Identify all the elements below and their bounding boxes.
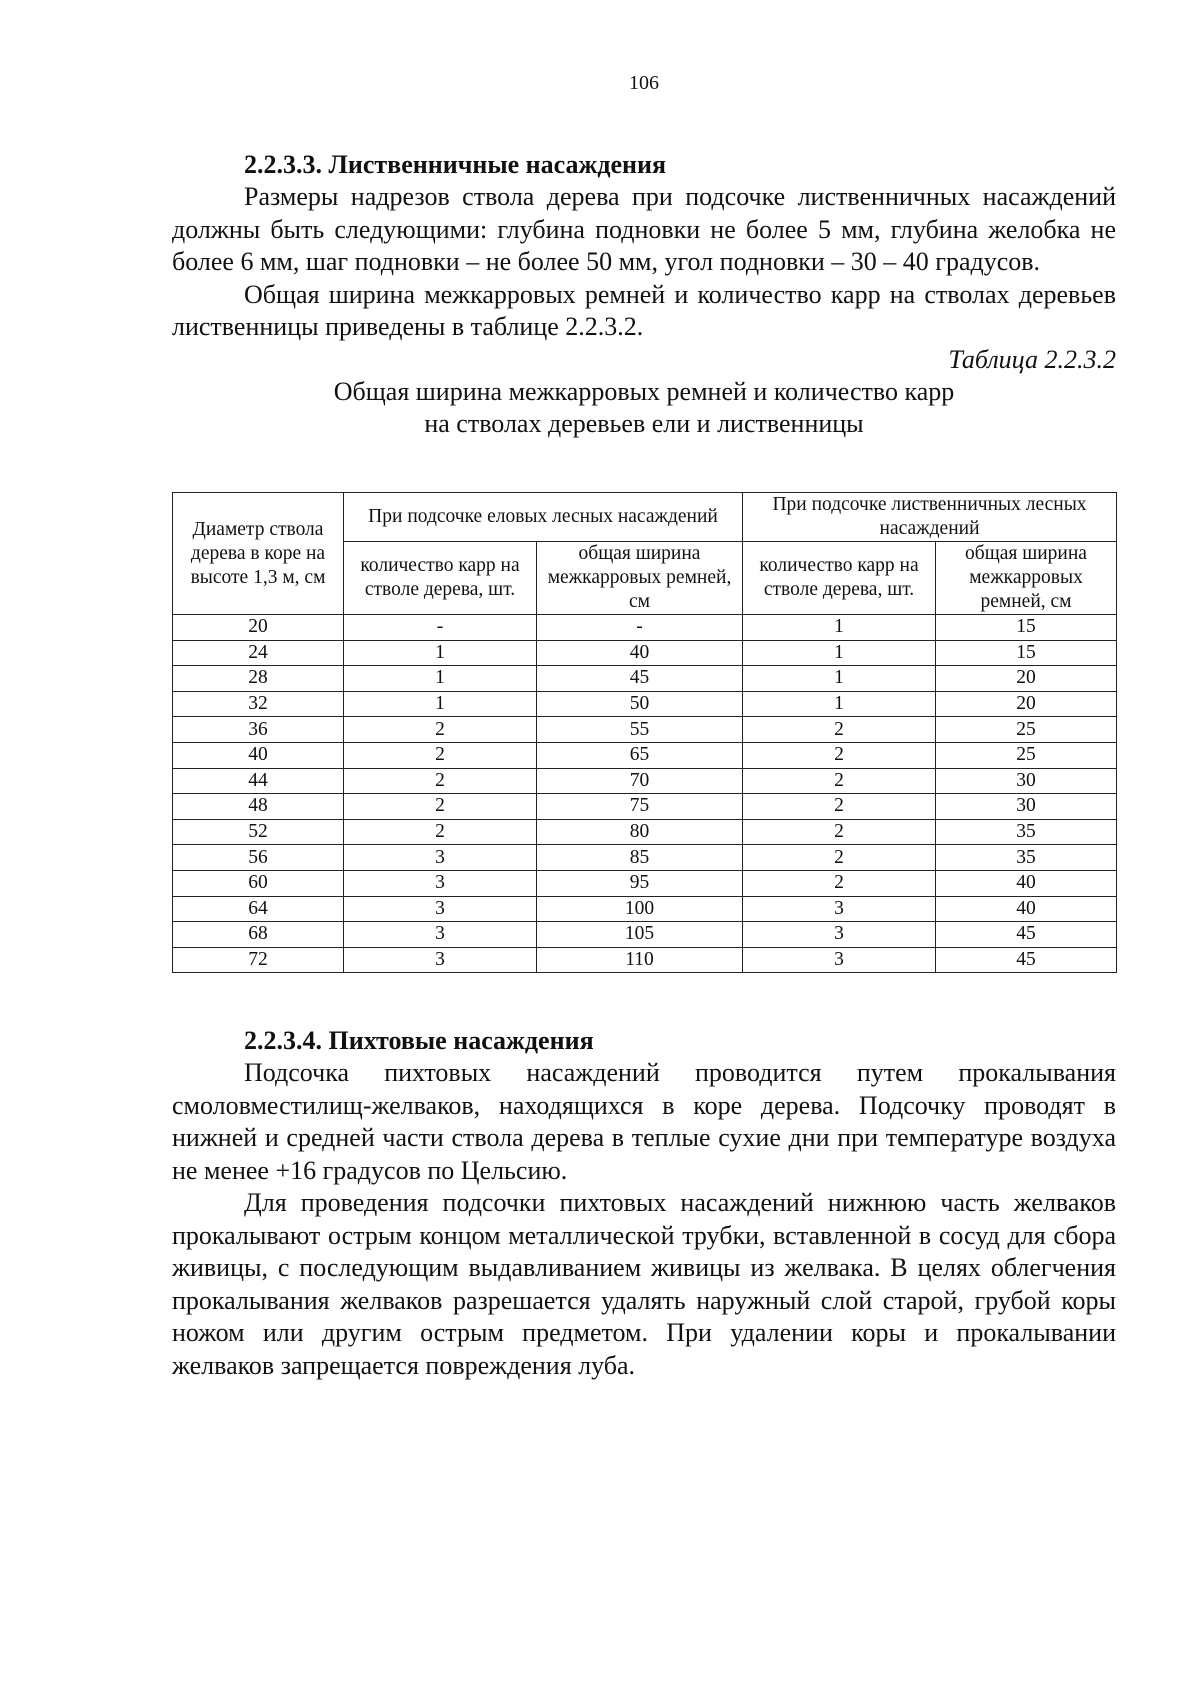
cell-diameter: 48 (173, 794, 344, 820)
cell-spruce-width: 45 (537, 666, 743, 692)
cell-diameter: 68 (173, 922, 344, 948)
cell-larch-count: 2 (743, 768, 936, 794)
cell-spruce-width: 55 (537, 717, 743, 743)
cell-spruce-width: 50 (537, 691, 743, 717)
cell-spruce-width: 40 (537, 640, 743, 666)
cell-spruce-width: - (537, 615, 743, 641)
cell-spruce-count: 2 (344, 794, 537, 820)
cell-diameter: 32 (173, 691, 344, 717)
paragraph: Для проведения подсочки пихтовых насаждений нижнюю часть желваков прокалывают острым концом металлической трубки, вставленной в сосуд для сбора живицы, с последующим выдавливанием живицы из желвака. В целях облегчения прокалывания желваков разрешается удалять наружный слой старой, грубой коры ножом или другим острым предметом. При удалении коры и прокалывании желваков запрещается повреждения луба. (172, 1188, 1116, 1380)
cell-larch-count: 2 (743, 717, 936, 743)
data-table (172, 492, 1117, 973)
cell-diameter: 60 (173, 870, 344, 896)
cell-spruce-count: 3 (344, 922, 537, 948)
cell-larch-width: 20 (936, 666, 1117, 692)
cell-diameter: 44 (173, 768, 344, 794)
cell-larch-width: 40 (936, 896, 1117, 922)
cell-spruce-count: 2 (344, 742, 537, 768)
cell-diameter: 56 (173, 845, 344, 871)
table-row (173, 870, 1117, 896)
table-row (173, 717, 1117, 743)
table-label: Таблица 2.2.3.2 (948, 344, 1116, 374)
table-body (173, 615, 1117, 973)
table-header-row (173, 493, 1117, 542)
header-spruce-count: количество карр на стволе дерева, шт. (344, 542, 537, 615)
table-row (173, 768, 1117, 794)
section-heading: 2.2.3.3. Лиственничные насаждения (244, 150, 667, 179)
cell-diameter: 24 (173, 640, 344, 666)
header-group-spruce: При подсочке еловых лесных насаждений (344, 493, 743, 542)
table-row (173, 947, 1117, 973)
cell-spruce-width: 65 (537, 742, 743, 768)
cell-larch-width: 35 (936, 819, 1117, 845)
paragraph: Подсочка пихтовых насаждений проводится путем прокалывания смоловместилищ-желваков, находящихся в коре дерева. Подсочку проводят в нижней и средней части ствола дерева в теплые сухие дни при температуре воздуха не менее +16 градусов по Цельсию. (172, 1058, 1116, 1185)
table-row (173, 896, 1117, 922)
paragraph: Общая ширина межкарровых ремней и количество карр на стволах деревьев лиственницы приведены в таблице 2.2.3.2. (172, 279, 1116, 341)
cell-larch-count: 2 (743, 794, 936, 820)
cell-spruce-count: 1 (344, 666, 537, 692)
cell-larch-count: 3 (743, 947, 936, 973)
cell-larch-count: 3 (743, 922, 936, 948)
cell-spruce-count: 3 (344, 947, 537, 973)
cell-larch-width: 45 (936, 922, 1117, 948)
table-row (173, 845, 1117, 871)
cell-spruce-count: 3 (344, 896, 537, 922)
table-row (173, 819, 1117, 845)
cell-diameter: 52 (173, 819, 344, 845)
cell-spruce-width: 85 (537, 845, 743, 871)
cell-spruce-width: 100 (537, 896, 743, 922)
cell-larch-width: 40 (936, 870, 1117, 896)
cell-spruce-width: 95 (537, 870, 743, 896)
table-caption: на стволах деревьев ели и лиственницы (424, 408, 864, 438)
cell-larch-count: 1 (743, 615, 936, 641)
cell-larch-count: 1 (743, 691, 936, 717)
cell-diameter: 64 (173, 896, 344, 922)
cell-spruce-count: 3 (344, 845, 537, 871)
section-larch (172, 149, 1116, 440)
paragraph: Размеры надрезов ствола дерева при подсочке лиственничных насаждений должны быть следующими: глубина подновки не более 5 мм, глубина желобка не более 6 мм, шаг подновки – не более 50 мм, угол подновки – 30 – 40 градусов. (172, 182, 1116, 276)
header-larch-count: количество карр на стволе дерева, шт. (743, 542, 936, 615)
table-caption: Общая ширина межкарровых ремней и количество карр (333, 376, 955, 406)
cell-larch-width: 20 (936, 691, 1117, 717)
header-diameter: Диаметр ствола дерева в коре на высоте 1,3 м, см (173, 493, 344, 615)
table-row (173, 922, 1117, 948)
cell-larch-width: 15 (936, 615, 1117, 641)
cell-spruce-width: 70 (537, 768, 743, 794)
cell-larch-count: 2 (743, 870, 936, 896)
cell-larch-count: 2 (743, 819, 936, 845)
header-spruce-width: общая ширина межкарровых ремней, см (537, 542, 743, 615)
cell-spruce-count: 1 (344, 640, 537, 666)
cell-spruce-count: 2 (344, 819, 537, 845)
section-heading: 2.2.3.4. Пихтовые насаждения (244, 1026, 594, 1055)
cell-spruce-width: 105 (537, 922, 743, 948)
cell-spruce-count: 3 (344, 870, 537, 896)
cell-spruce-count: 1 (344, 691, 537, 717)
header-group-larch: При подсочке лиственничных лесных насаждений (743, 493, 1117, 542)
cell-diameter: 40 (173, 742, 344, 768)
cell-larch-width: 35 (936, 845, 1117, 871)
cell-spruce-count: - (344, 615, 537, 641)
cell-larch-width: 15 (936, 640, 1117, 666)
header-larch-width: общая ширина межкарровых ремней, см (936, 542, 1117, 615)
cell-larch-count: 1 (743, 640, 936, 666)
table-row (173, 691, 1117, 717)
cell-spruce-count: 2 (344, 768, 537, 794)
cell-diameter: 20 (173, 615, 344, 641)
cell-spruce-width: 110 (537, 947, 743, 973)
cell-spruce-width: 80 (537, 819, 743, 845)
cell-spruce-width: 75 (537, 794, 743, 820)
cell-larch-width: 25 (936, 717, 1117, 743)
cell-larch-count: 1 (743, 666, 936, 692)
page-number: 106 (629, 72, 659, 94)
cell-larch-count: 2 (743, 845, 936, 871)
cell-larch-count: 2 (743, 742, 936, 768)
table-row (173, 615, 1117, 641)
table-row (173, 640, 1117, 666)
table-row (173, 666, 1117, 692)
cell-spruce-count: 2 (344, 717, 537, 743)
section-fir (172, 1025, 1116, 1382)
table-container (172, 492, 1116, 973)
cell-larch-count: 3 (743, 896, 936, 922)
cell-diameter: 72 (173, 947, 344, 973)
cell-diameter: 28 (173, 666, 344, 692)
cell-diameter: 36 (173, 717, 344, 743)
cell-larch-width: 30 (936, 794, 1117, 820)
cell-larch-width: 30 (936, 768, 1117, 794)
table-row (173, 742, 1117, 768)
cell-larch-width: 25 (936, 742, 1117, 768)
cell-larch-width: 45 (936, 947, 1117, 973)
table-row (173, 794, 1117, 820)
